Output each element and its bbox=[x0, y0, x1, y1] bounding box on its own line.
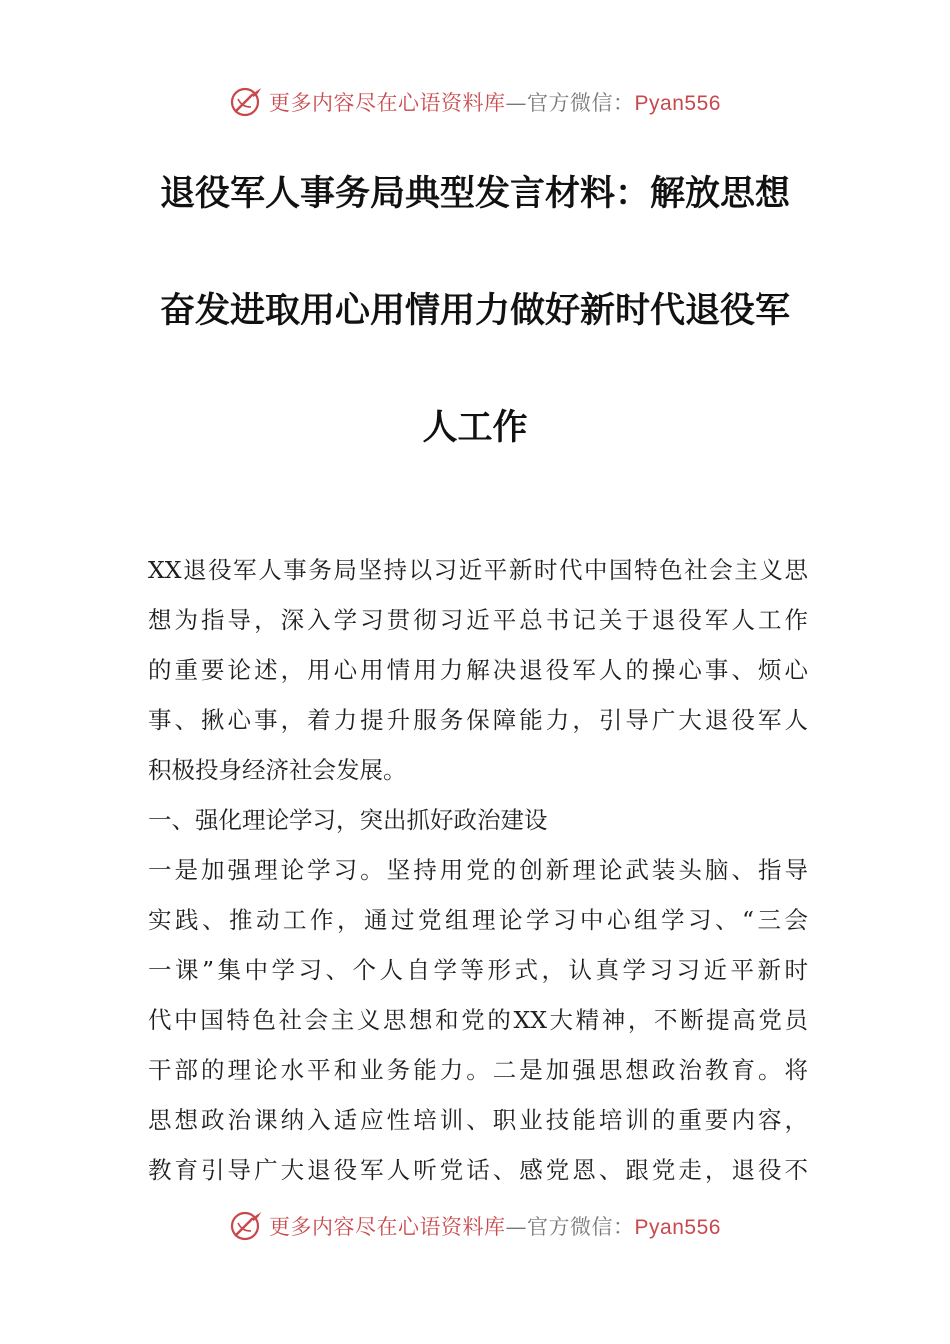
body-line: 事、揪心事，着力提升服务保障能力，引导广大退役军人 bbox=[148, 706, 808, 734]
title-line: 奋发进取用心用情用力做好新时代退役军 bbox=[159, 291, 790, 331]
watermark-label: 官方微信： bbox=[527, 1215, 635, 1239]
watermark-footer bbox=[0, 1206, 950, 1246]
quill-pen-logo-icon bbox=[229, 1209, 263, 1243]
watermark-text bbox=[269, 1211, 721, 1241]
body-line: XX退役军人事务局坚持以习近平新时代中国特色社会主义思 bbox=[148, 556, 808, 584]
watermark-separator: — bbox=[505, 91, 528, 115]
title-line: 退役军人事务局典型发言材料：解放思想 bbox=[159, 174, 790, 214]
watermark-wechat-id: Pyan556 bbox=[634, 1216, 721, 1239]
watermark-site-text: 更多内容尽在心语资料库 bbox=[269, 1215, 506, 1239]
body-line: 一课”集中学习、个人自学等形式，认真学习习近平新时 bbox=[148, 956, 808, 984]
body-line: 教育引导广大退役军人听党话、感党恩、跟党走，退役不 bbox=[148, 1156, 808, 1184]
body-line: 一是加强理论学习。坚持用党的创新理论武装头脑、指导 bbox=[148, 856, 808, 884]
body-line: 想为指导，深入学习贯彻习近平总书记关于退役军人工作 bbox=[148, 606, 808, 634]
document-body bbox=[148, 545, 808, 1195]
body-line: 干部的理论水平和业务能力。二是加强思想政治教育。将 bbox=[148, 1056, 808, 1084]
title-line: 人工作 bbox=[422, 408, 528, 448]
body-line: 实践、推动工作，通过党组理论学习中心组学习、“三会 bbox=[148, 906, 808, 934]
body-line: 代中国特色社会主义思想和党的XX大精神，不断提高党员 bbox=[148, 1006, 808, 1034]
quill-pen-logo-icon bbox=[229, 85, 263, 119]
watermark-wechat-id: Pyan556 bbox=[634, 92, 721, 115]
body-line: 思想政治课纳入适应性培训、职业技能培训的重要内容， bbox=[148, 1106, 808, 1134]
body-line: 积极投身经济社会发展。 bbox=[148, 756, 407, 784]
watermark-header bbox=[0, 82, 950, 122]
watermark-separator: — bbox=[505, 1215, 528, 1239]
watermark-site-text: 更多内容尽在心语资料库 bbox=[269, 91, 506, 115]
document-title bbox=[148, 163, 802, 514]
body-line: 的重要论述，用心用情用力解决退役军人的操心事、烦心 bbox=[148, 656, 808, 684]
section-heading: 一、强化理论学习，突出抓好政治建设 bbox=[148, 806, 548, 834]
watermark-label: 官方微信： bbox=[527, 91, 635, 115]
watermark-text bbox=[269, 87, 721, 117]
